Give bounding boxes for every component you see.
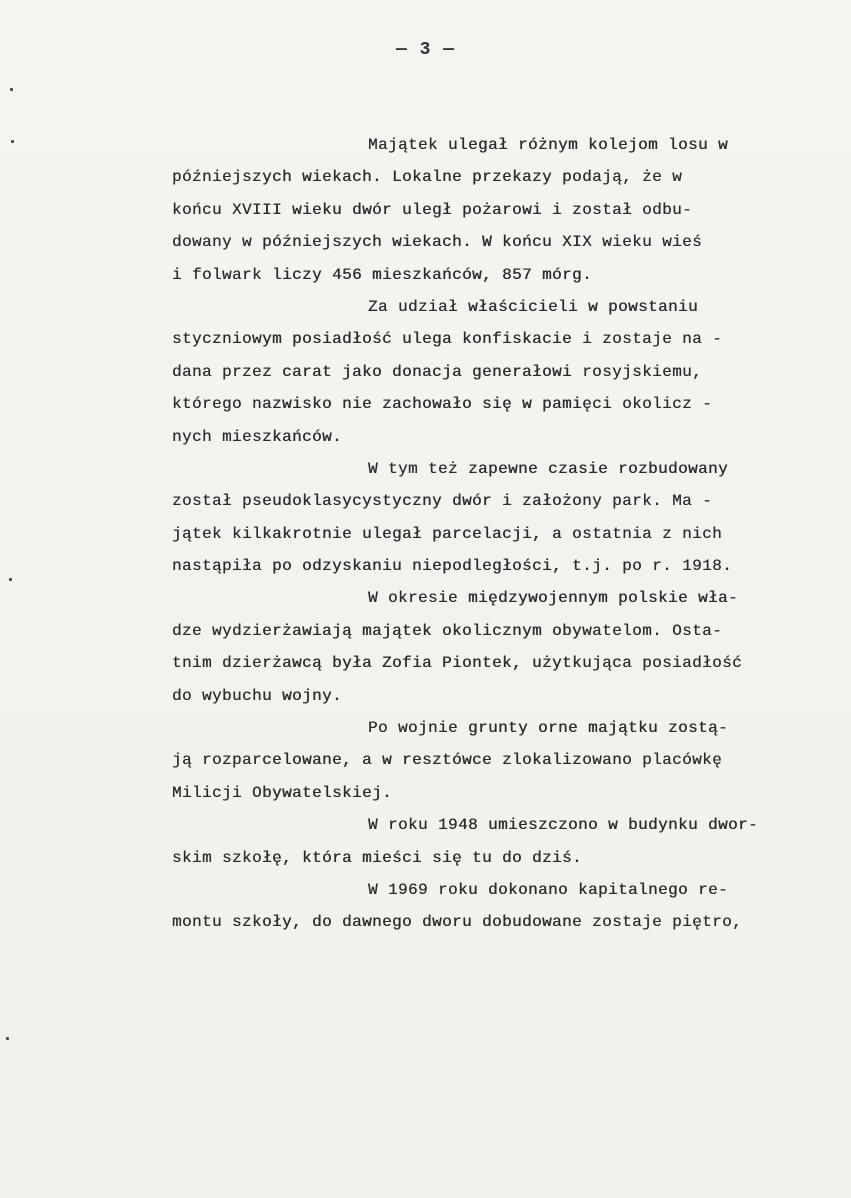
text-line: styczniowym posiadłość ulega konfiskacie i zostaje na -: [172, 330, 723, 349]
text-line: skim szkołę, która mieści się tu do dziś.: [172, 848, 583, 867]
text-line: W tym też zapewne czasie rozbudowany: [368, 459, 729, 478]
margin-mark: [10, 88, 13, 91]
text-line: jątek kilkakrotnie ulegał parcelacji, a ostatnia z nich: [172, 524, 723, 543]
margin-mark: [11, 140, 14, 143]
text-line: i folwark liczy 456 mieszkańców, 857 mórg.: [172, 265, 593, 284]
margin-mark: [6, 1037, 9, 1040]
text-line: dana przez carat jako donacja generałowi rosyjskiemu,: [172, 362, 703, 381]
text-line: W 1969 roku dokonano kapitalnego re-: [368, 880, 729, 899]
text-line: W okresie międzywojennym polskie wła-: [368, 589, 739, 608]
body-text: [172, 129, 812, 939]
text-line: Za udział właścicieli w powstaniu: [368, 297, 699, 316]
text-line: ją rozparcelowane, a w resztówce zlokalizowano placówkę: [172, 751, 723, 770]
text-line: montu szkoły, do dawnego dworu dobudowane zostaje piętro,: [172, 913, 743, 932]
text-line: został pseudoklasycystyczny dwór i założony park. Ma -: [172, 492, 713, 511]
text-line: nych mieszkańców.: [172, 427, 343, 446]
text-line: dowany w późniejszych wiekach. W końcu XIX wieku wieś: [172, 233, 703, 252]
text-line: końcu XVIII wieku dwór uległ pożarowi i został odbu-: [172, 200, 693, 219]
page-number: — 3 —: [395, 40, 455, 60]
text-line: Milicji Obywatelskiej.: [172, 783, 393, 802]
text-line: dze wydzierżawiają majątek okolicznym obywatelom. Osta-: [172, 621, 723, 640]
text-line: późniejszych wiekach. Lokalne przekazy podają, że w: [172, 168, 683, 187]
text-line: Po wojnie grunty orne majątku zostą-: [368, 719, 729, 738]
text-line: nastąpiła po odzyskaniu niepodległości, t.j. po r. 1918.: [172, 557, 733, 576]
text-line: Majątek ulegał różnym kolejom losu w: [368, 136, 729, 154]
margin-mark: [9, 578, 12, 581]
text-line: do wybuchu wojny.: [172, 686, 343, 705]
text-line: tnim dzierżawcą była Zofia Piontek, użytkująca posiadłość: [172, 654, 743, 673]
text-line: W roku 1948 umieszczono w budynku dwor-: [368, 816, 759, 835]
text-line: którego nazwisko nie zachowało się w pamięci okolicz -: [172, 395, 713, 414]
